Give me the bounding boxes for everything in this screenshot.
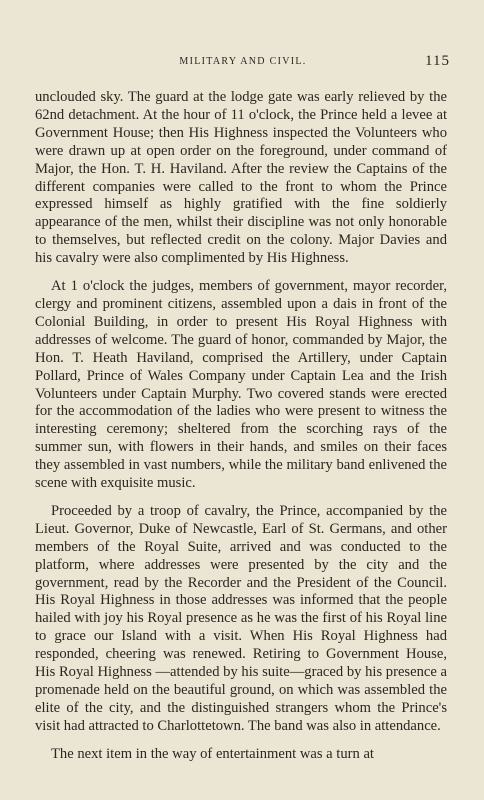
running-head xyxy=(36,53,450,73)
paragraph-4: The next item in the way of entertainment was a turn at xyxy=(51,745,374,762)
running-title: MILITARY AND CIVIL. xyxy=(179,56,307,67)
paragraph-1: unclouded sky. The guard at the lodge gate was early relieved by the 62nd detachment. At the hour of 11 o'clock, the Prince held a levee at Government House; then His Highness inspected the Volunteers who were drawn up at open order on the foreground, under command of Major, the Hon. T. H. Haviland. After the review the Captains of the different companies were called to the front to whom the Prince expressed himself as highly gratified with the fine soldierly appearance of the men, whilst their discipline was not only honorable to themselves, but reflected credit on the colony. Major Davies and his cavalry were also complimented by His Highness. xyxy=(35,89,447,267)
paragraph-2: At 1 o'clock the judges, members of government, mayor recorder, clergy and prominent citizens, assembled upon a dais in front of the Colonial Building, in order to present His Royal Highness with addresses of welcome. The guard of honor, commanded by Major, the Hon. T. Heath Haviland, comprised the Artillery, under Captain Pollard, Prince of Wales Company under Captain Lea and the Irish Volunteers under Captain Murphy. Two covered stands were erected for the accommodation of the ladies who were present to witness the interesting ceremony; sheltered from the scorching rays of the summer sun, with flowers in their hands, and smiles on their faces they assembled in vast numbers, while the military band enlivened the scene with exquisite music. xyxy=(35,278,447,492)
body-text xyxy=(35,89,447,764)
page-number: 115 xyxy=(425,53,450,69)
paragraph-3: Proceeded by a troop of cavalry, the Prince, accompanied by the Lieut. Governor, Duke of Newcastle, Earl of St. Germans, and other members of the Royal Suite, arrived and was conducted to the platform, where addresses were presented by the city and the government, read by the Recorder and the President of the Council. His Royal Highness in those addresses was informed that the people hailed with joy his Royal presence as he was the first of his Royal line to grace our Island with a visit. When His Royal Highness had responded, cheering was renewed. Retiring to Government House, His Royal Highness —attended by his suite—graced by his presence a promenade held on the beautiful ground, on which was assembled the elite of the city, and the distinguished strangers whom the Prince's visit had attracted to Charlottetown. The band was also in attendance. xyxy=(35,502,447,734)
